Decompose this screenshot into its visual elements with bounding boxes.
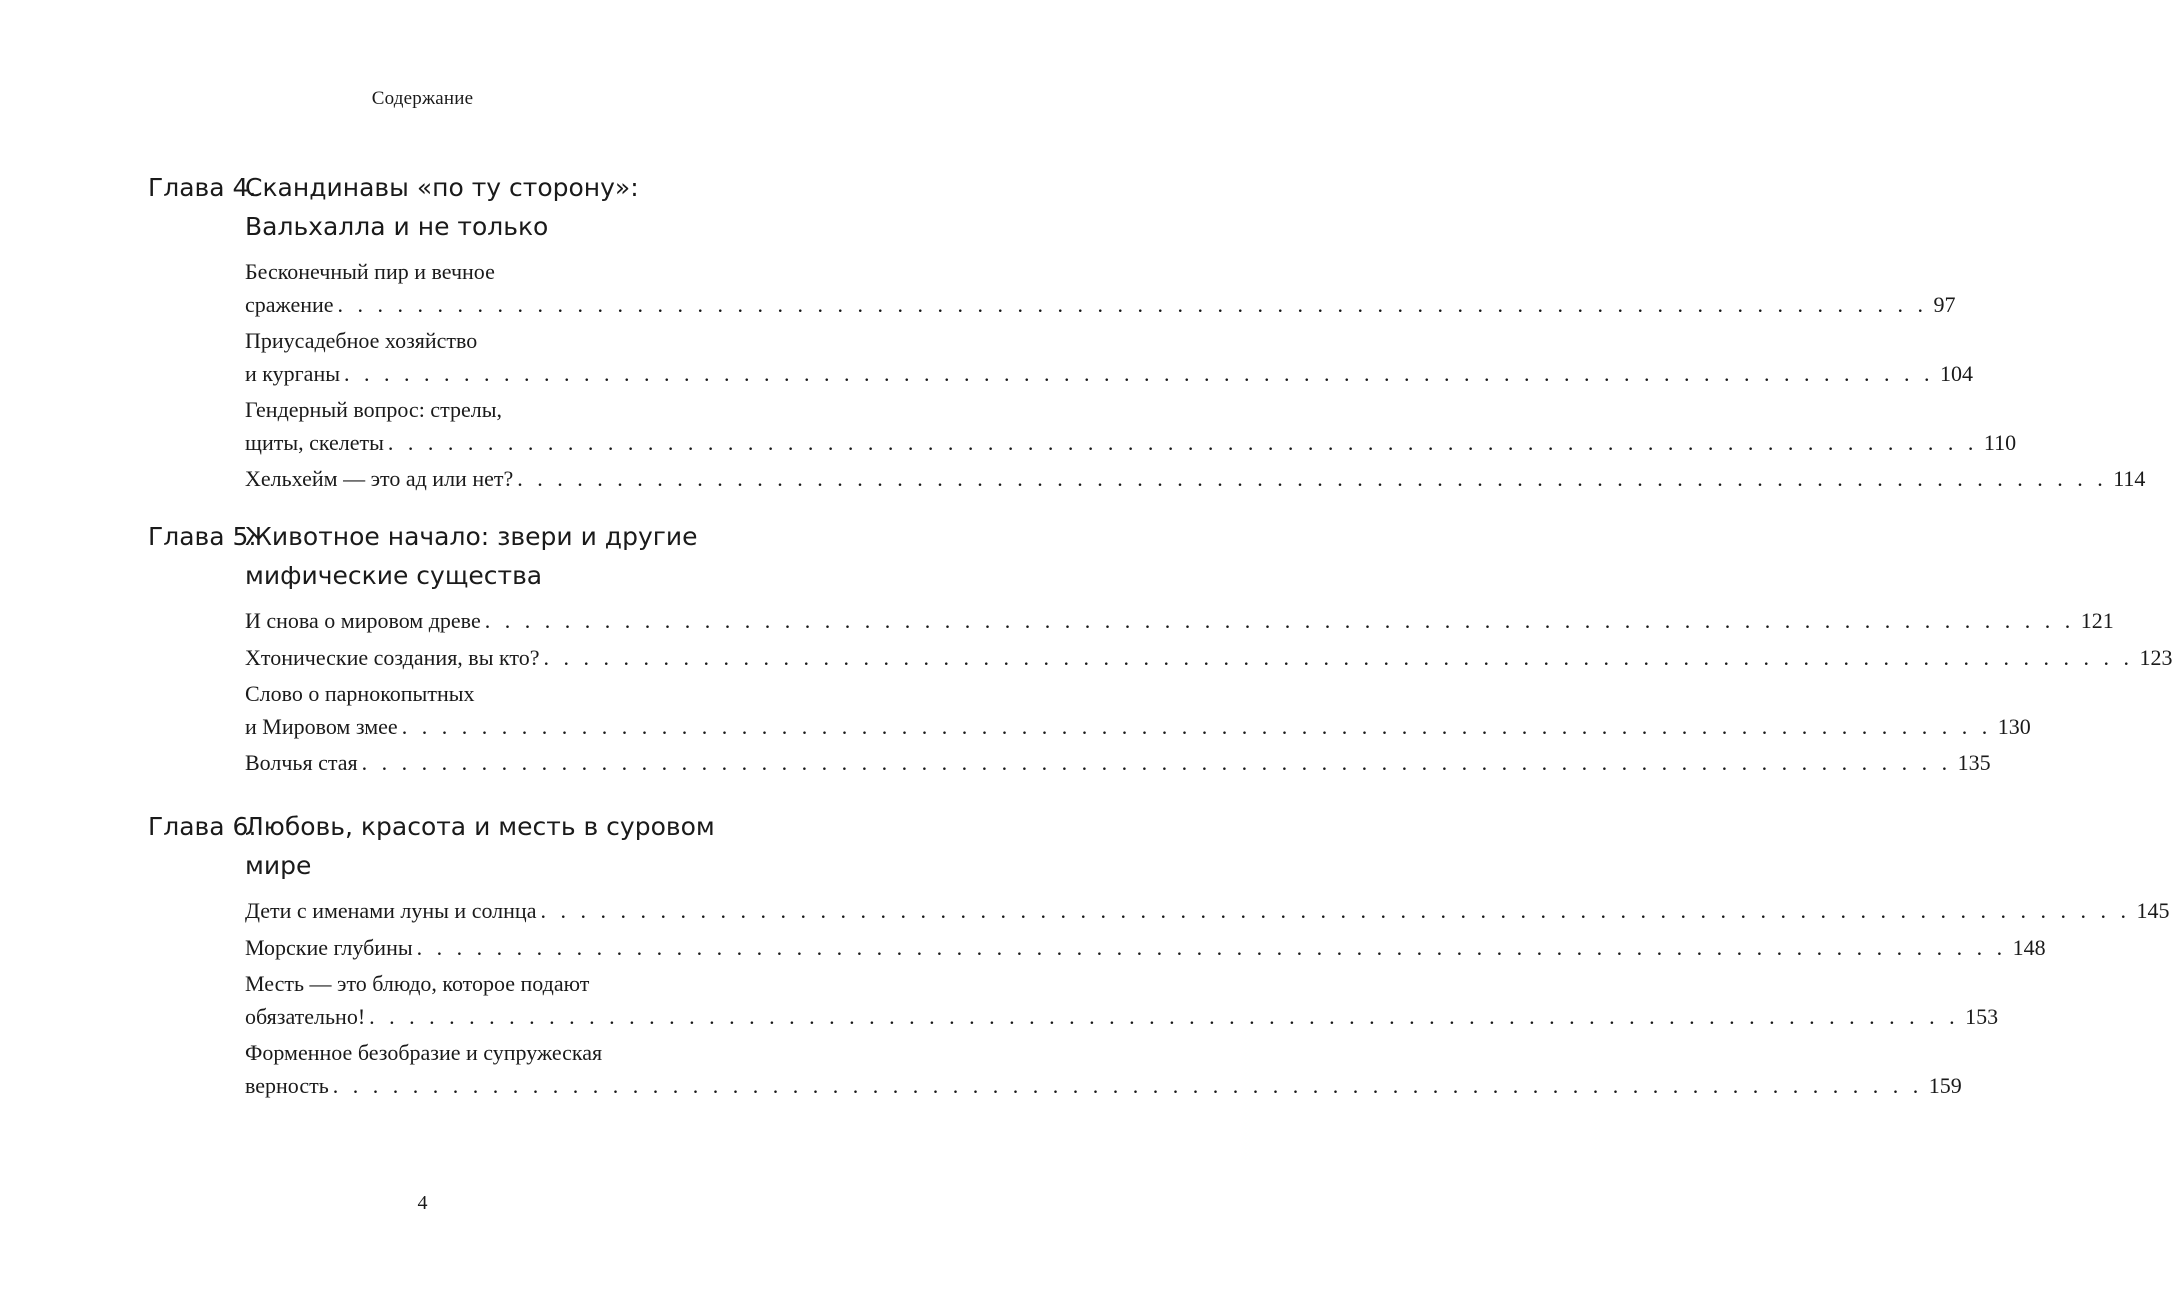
chapter-heading[interactable] (148, 168, 728, 246)
toc-entry[interactable] (245, 325, 1973, 390)
dot-leader: . . . . . . . . . . . . . . . . . . . . . . . . . . . . . . . . . . . . . . . . . . . . . . . . . . . . . . . . . . . . . . . . . . . . . . . . . . . . . . . . (401, 713, 1992, 739)
entry-title: Хельхейм — это ад или нет? (245, 466, 514, 491)
entry-line (245, 1001, 1999, 1034)
chapter-number: Глава 4. (148, 173, 257, 202)
entry-title: и Мировом змее (245, 713, 398, 739)
dot-leader: . . . . . . . . . . . . . . . . . . . . . . . . . . . . . . . . . . . . . . . . . . . . . . . . . . . . . . . . . . . . . . . . . . . . . . . . . . . . . . . . (540, 898, 2131, 923)
entry-line (245, 463, 2146, 496)
entry-title: Морские глубины (245, 934, 413, 960)
entry-page-number: 153 (1965, 1003, 1999, 1029)
entry-title: обязательно! (245, 1003, 366, 1029)
toc-entry[interactable] (245, 747, 1991, 780)
chapter-title: Скандинавы «по ту сторону»: Вальхалла и не только (245, 173, 639, 241)
page-number: 4 (417, 1192, 428, 1214)
dot-leader: . . . . . . . . . . . . . . . . . . . . . . . . . . . . . . . . . . . . . . . . . . . . . . . . . . . . . . . . . . . . . . . . . . . . . . . . . . . . . . . . (361, 750, 1952, 775)
entry-title: щиты, скелеты (245, 429, 384, 455)
entry-title-line: Приусадебное хозяйство (245, 328, 478, 353)
entry-line (245, 427, 2017, 460)
entry-title: И снова о мировом древе (245, 608, 481, 633)
dot-leader: . . . . . . . . . . . . . . . . . . . . . . . . . . . . . . . . . . . . . . . . . . . . . . . . . . . . . . . . . . . . . . . . . . . . . . . . . . . . . . . . (332, 1072, 1923, 1098)
dot-leader: . . . . . . . . . . . . . . . . . . . . . . . . . . . . . . . . . . . . . . . . . . . . . . . . . . . . . . . . . . . . . . . . . . . . . . . . . . . . . . . . (369, 1003, 1960, 1029)
chapter-block (148, 517, 2172, 784)
dot-leader: . . . . . . . . . . . . . . . . . . . . . . . . . . . . . . . . . . . . . . . . . . . . . . . . . . . . . . . . . . . . . . . . . . . . . . . . . . . . . . . . (517, 466, 2108, 491)
chapter-heading[interactable] (148, 807, 728, 885)
entry-page-number: 114 (2113, 466, 2146, 491)
dot-leader: . . . . . . . . . . . . . . . . . . . . . . . . . . . . . . . . . . . . . . . . . . . . . . . . . . . . . . . . . . . . . . . . . . . . . . . . . . . . . . . . (416, 934, 2007, 960)
entry-line (245, 711, 2031, 744)
toc-entry[interactable] (245, 895, 2170, 928)
entry-page-number: 97 (1933, 291, 1956, 317)
dot-leader: . . . . . . . . . . . . . . . . . . . . . . . . . . . . . . . . . . . . . . . . . . . . . . . . . . . . . . . . . . . . . . . . . . . . . . . . . . . . . . . . (543, 644, 2134, 670)
chapter-title: Любовь, красота и месть в суровом мире (245, 812, 715, 880)
toc-entry[interactable] (245, 678, 2031, 743)
entry-page-number: 130 (1997, 713, 2031, 739)
entry-page-number: 145 (2136, 898, 2170, 923)
entry-title-line: Месть — это блюдо, которое подают (245, 971, 590, 996)
entry-line (245, 747, 1991, 780)
entry-line (245, 932, 2046, 965)
entry-title: и курганы (245, 360, 340, 386)
entry-page-number: 104 (1940, 360, 1973, 386)
dot-leader: . . . . . . . . . . . . . . . . . . . . . . . . . . . . . . . . . . . . . . . . . . . . . . . . . . . . . . . . . . . . . . . . . . . . . . . . . . . . . . . . (344, 360, 1934, 386)
entry-title: сражение (245, 291, 334, 317)
entry-title-line: Гендерный вопрос: стрелы, (245, 397, 502, 422)
dot-leader: . . . . . . . . . . . . . . . . . . . . . . . . . . . . . . . . . . . . . . . . . . . . . . . . . . . . . . . . . . . . . . . . . . . . . . . . . . . . . . . . (484, 608, 2075, 633)
chapter-entries (245, 605, 2172, 780)
entry-line (245, 358, 1973, 391)
entry-line (245, 642, 2172, 675)
entry-title: верность (245, 1072, 329, 1098)
entry-page-number: 159 (1928, 1072, 1962, 1098)
toc-entry[interactable] (245, 394, 2017, 459)
chapter-entries (245, 256, 2146, 496)
chapter-block (148, 807, 2170, 1106)
toc-entry[interactable] (245, 932, 2046, 965)
toc-entry[interactable] (245, 256, 1956, 321)
entry-title-line: Бесконечный пир и вечное (245, 259, 495, 284)
toc-entry[interactable] (245, 642, 2172, 675)
entry-line (245, 895, 2170, 928)
entry-page-number: 121 (2080, 608, 2114, 633)
toc-entry[interactable] (245, 605, 2114, 638)
entry-page-number: 135 (1957, 750, 1991, 775)
chapter-number: Глава 5. (148, 522, 257, 551)
toc-entry[interactable] (245, 1037, 1962, 1102)
toc-entry[interactable] (245, 968, 1999, 1033)
dot-leader: . . . . . . . . . . . . . . . . . . . . . . . . . . . . . . . . . . . . . . . . . . . . . . . . . . . . . . . . . . . . . . . . . . . . . . . . . . . . . . . . (387, 429, 1978, 455)
chapter-number: Глава 6. (148, 812, 257, 841)
entry-title-line: Форменное безобразие и супружеская (245, 1040, 603, 1065)
entry-line (245, 605, 2114, 638)
chapter-entries (245, 895, 2170, 1102)
entry-title: Дети с именами луны и солнца (245, 898, 537, 923)
entry-page-number: 123 (2139, 644, 2172, 670)
chapter-title: Животное начало: звери и другие мифические существа (245, 522, 698, 590)
dot-leader: . . . . . . . . . . . . . . . . . . . . . . . . . . . . . . . . . . . . . . . . . . . . . . . . . . . . . . . . . . . . . . . . . . . . . . . . . . . . . . . . (337, 291, 1928, 317)
entry-title: Волчья стая (245, 750, 358, 775)
running-head: Содержание (371, 88, 474, 109)
entry-title-line: Слово о парнокопытных (245, 681, 475, 706)
chapter-block (148, 168, 2146, 500)
entry-line (245, 1070, 1962, 1103)
entry-title: Хтонические создания, вы кто? (245, 644, 540, 670)
entry-page-number: 110 (1983, 429, 2017, 455)
entry-line (245, 289, 1956, 322)
toc-entry[interactable] (245, 463, 2146, 496)
entry-page-number: 148 (2012, 934, 2046, 960)
chapter-heading[interactable] (148, 517, 728, 595)
